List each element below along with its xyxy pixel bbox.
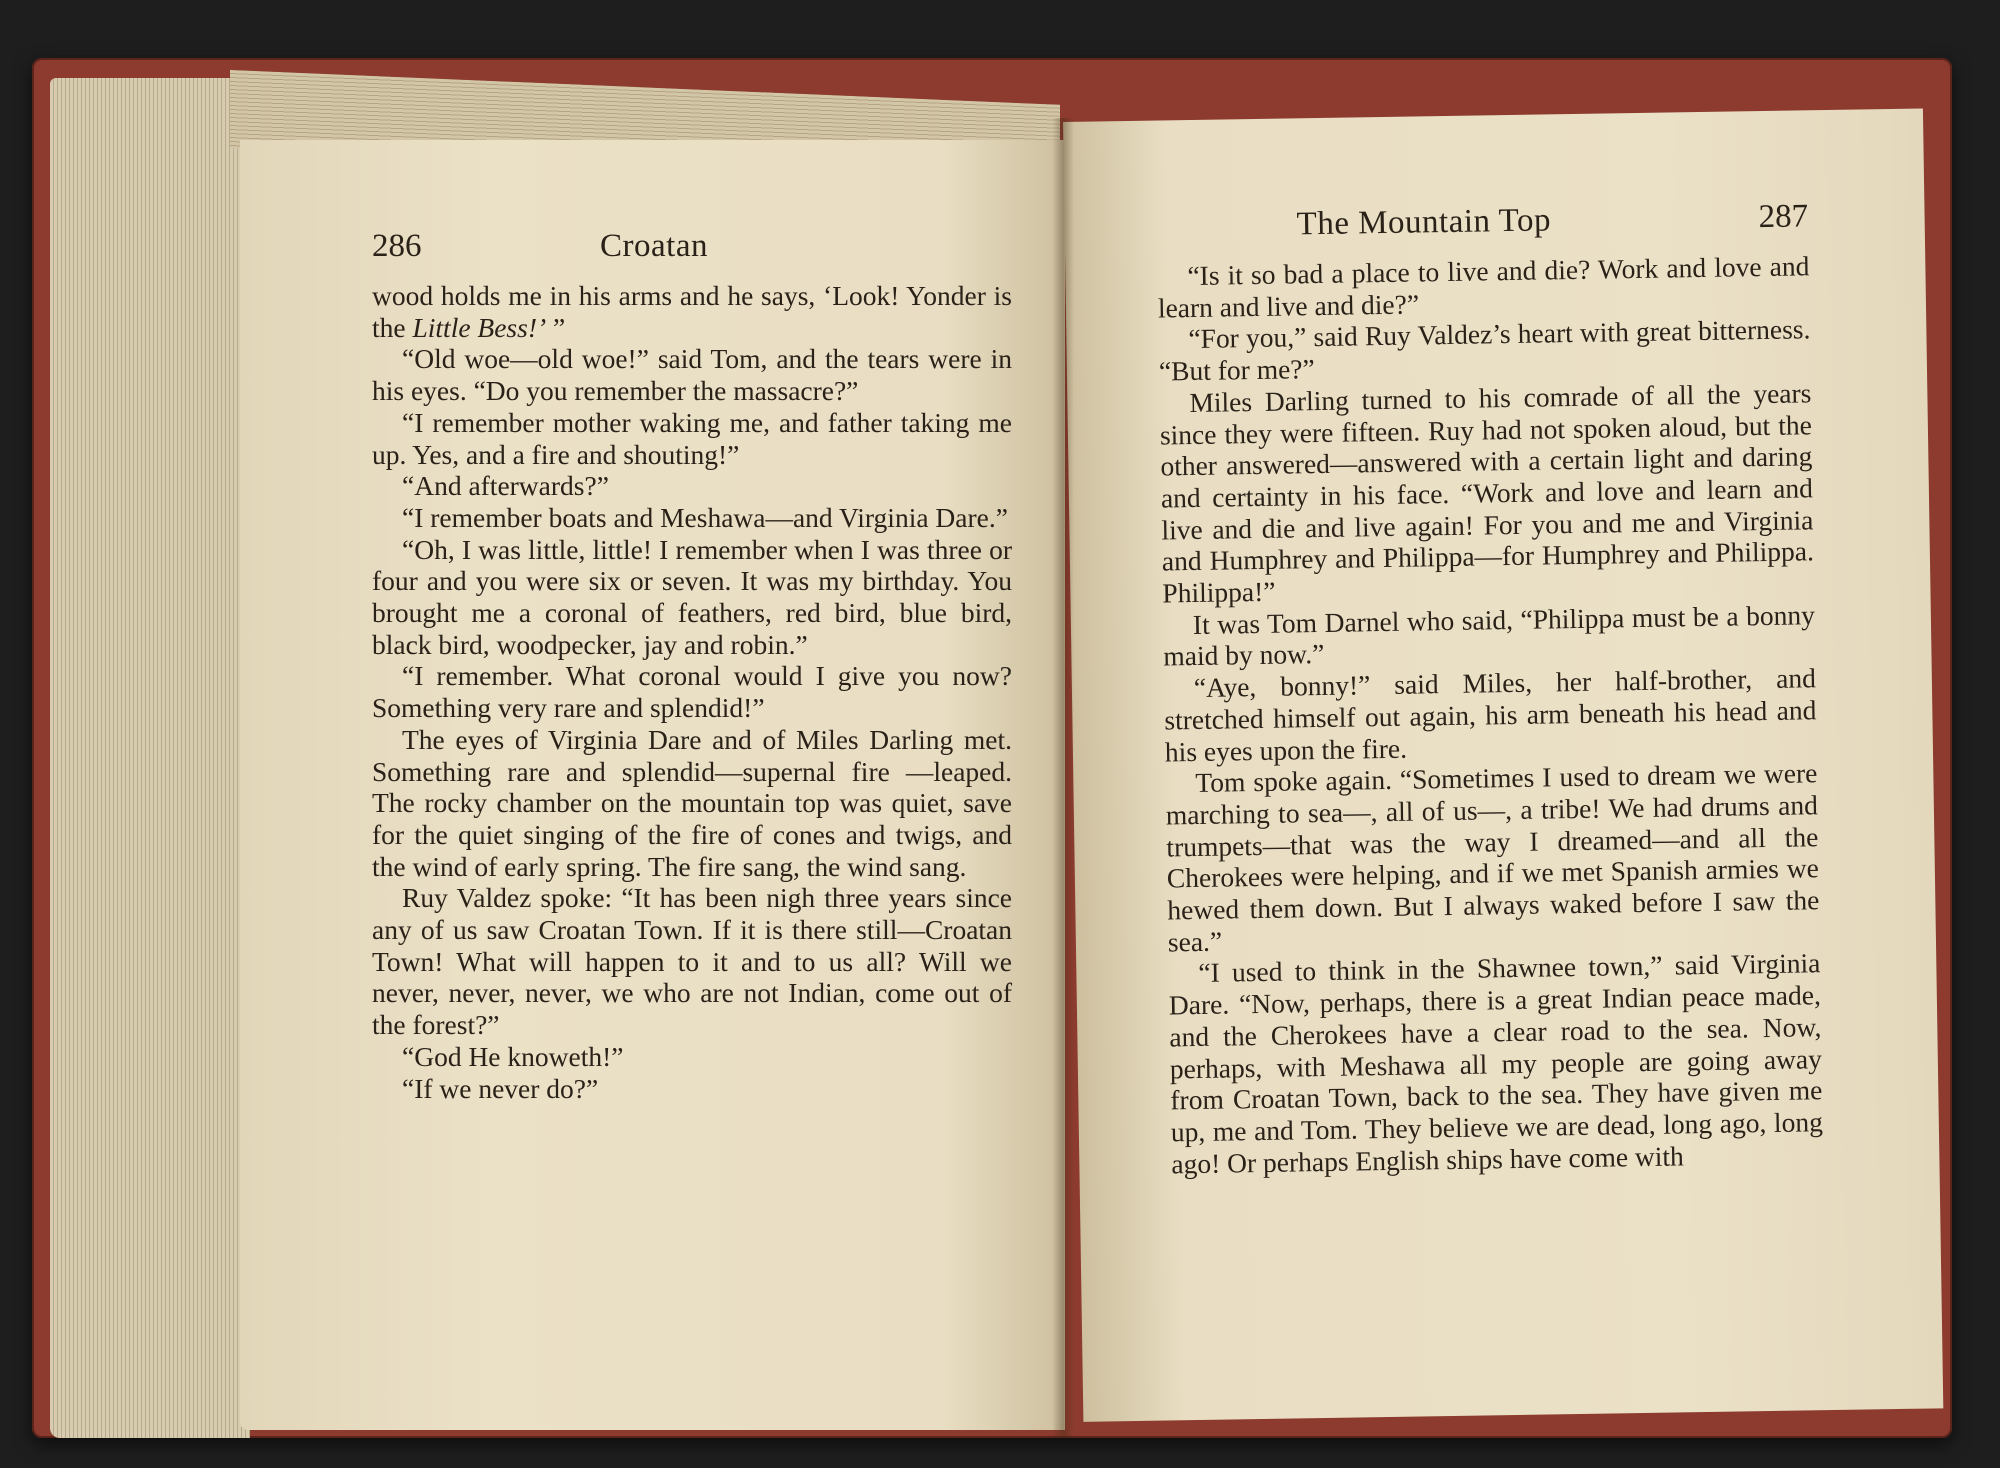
paragraph-text: “And afterwards?” [402,470,609,502]
left-page [240,140,1065,1430]
page-body [372,280,1012,1104]
paragraph [372,502,1012,534]
paragraph-text: “If we never do?” [402,1072,599,1104]
paragraph [372,534,1012,661]
page-number: 286 [372,228,422,264]
paragraph-text: “I remember boats and Meshawa—and Virginia Dare.” [402,501,1008,533]
paragraph-text: Miles Darling turned to his comrade of all the years since they were fifteen. Ruy had not spoken aloud, but the other answered—answered with a certain light and daring and certainty in his face. “Work and love and learn and live and die and live again! For you and me and Virginia and Humphrey and Philippa—for Humphrey and Philippa. Philippa!” [1159,377,1815,609]
paragraph-text: “I remember. What coronal would I give you now? Something very rare and splendid!” [372,660,1012,724]
page-edges-left [50,78,250,1438]
right-page [1063,108,1943,1421]
paragraph [372,660,1012,723]
paragraph-text: “Oh, I was little, little! I remember when I was three or four and you were six or seven. It was my birthday. You brought me a coronal of feathers, red bird, blue bird, black bird, woodpecker, jay and robin.” [372,533,1012,660]
paragraph-text: ” [546,311,566,343]
page-body [1157,250,1823,1180]
italic-text: Little Bess!’ [412,311,547,343]
paragraph-text: Tom spoke again. “Sometimes I used to dream we were marching to sea—, all of us—, a tribe! We had drums and trumpets—that was the way I dreamed—and all the Cherokees were helping, and if we met Spanish armies we hewed them down. But I always waked before I saw the sea.” [1165,757,1820,958]
paragraph-text: “Is it so bad a place to live and die? Work and love and learn and live and die?” [1157,250,1810,324]
paragraph [372,280,1012,343]
book-gutter [1052,118,1074,1438]
running-head: The Mountain Top [1296,202,1552,243]
paragraph [1159,377,1814,609]
paragraph [1163,599,1816,673]
paragraph-text: It was Tom Darnel who said, “Philippa must be a bonny maid by now.” [1163,598,1816,672]
paragraph-text: “I remember mother waking me, and father taking me up. Yes, and a fire and shouting!” [372,406,1012,470]
paragraph [372,470,1012,502]
page-number: 287 [1758,198,1809,236]
paragraph-text: “God He knoweth!” [402,1040,624,1072]
paragraph [372,407,1012,470]
paragraph [372,1041,1012,1073]
paragraph-text: “I used to think in the Shawnee town,” said Virginia Dare. “Now, perhaps, there is a great Indian peace made, and the Cherokees have a clear road to the sea. Now, perhaps, with Meshawa all my people are going away from Croatan Town, back to the sea. They have given me up, me and Tom. They believe we are dead, long ago, long ago! Or perhaps English ships have come with [1168,947,1824,1180]
paragraph [1158,314,1811,388]
running-head: Croatan [600,228,708,264]
paragraph-text: “Old woe—old woe!” said Tom, and the tears were in his eyes. “Do you remember the massacre?” [372,343,1012,407]
paragraph-text: “Aye, bonny!” said Miles, her half-brother, and stretched himself out again, his arm beneath his head and his eyes upon the fire. [1164,662,1817,768]
paragraph [1165,757,1820,957]
paragraph [1164,662,1817,767]
paragraph [372,882,1012,1041]
paragraph [1168,948,1823,1180]
paragraph-text: wood holds me in his arms and he says, ‘Look! Yonder is the [372,280,1012,343]
paragraph [372,343,1012,406]
paragraph [1157,250,1810,324]
paragraph-text: The eyes of Virginia Dare and of Miles Darling met. Something rare and splendid—supernal fire —leaped. The rocky chamber on the mountain top was quiet, save for the quiet singing of the fire of cones and twigs, and the wind of early spring. The fire sang, the wind sang. [372,723,1012,882]
paragraph [372,724,1012,883]
paragraph-text: Ruy Valdez spoke: “It has been nigh three years since any of us saw Croatan Town. If it is there still—Croatan Town! What will happen to it and to us all? Will we never, never, never, we who are not Indian, come out of the forest?” [372,882,1012,1041]
paragraph [372,1073,1012,1105]
paragraph-text: “For you,” said Ruy Valdez’s heart with great bitterness. “But for me?” [1158,313,1811,387]
